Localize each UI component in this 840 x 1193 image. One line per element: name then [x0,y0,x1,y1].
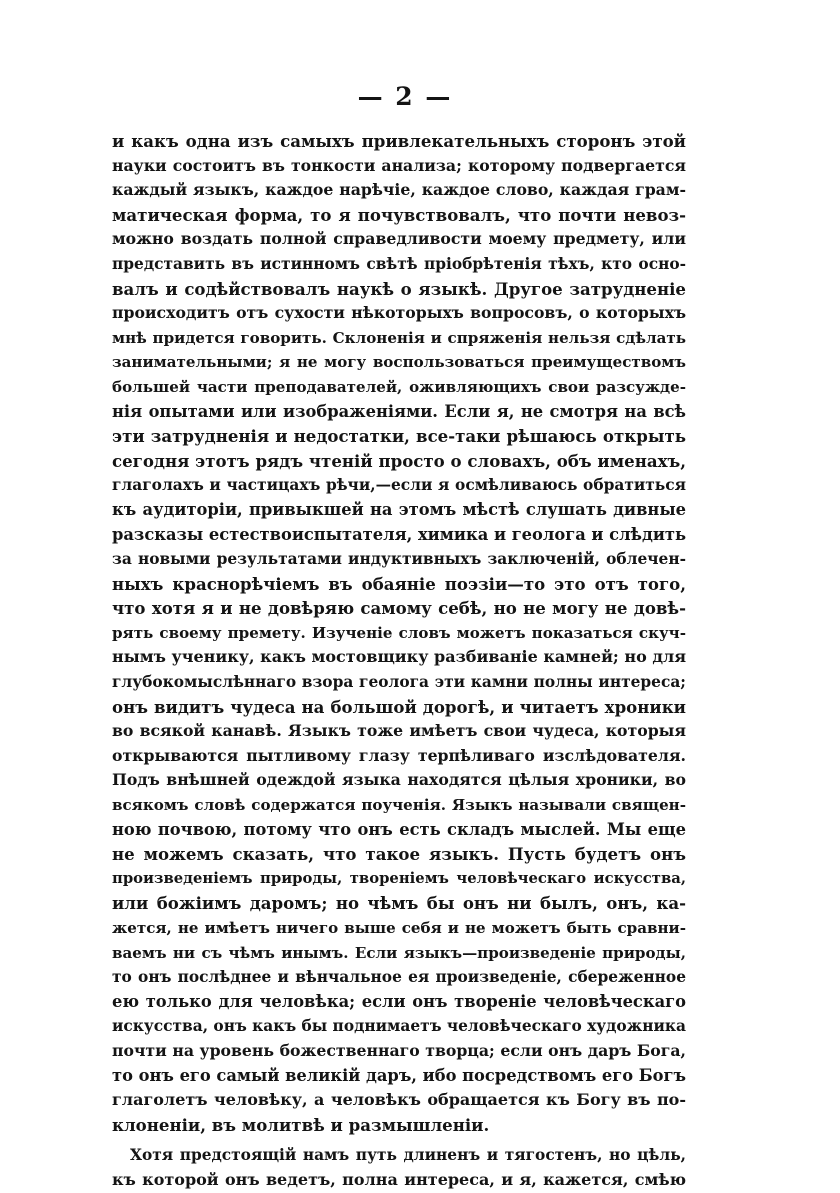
text-line: что хотя я и не довѣряю самому себѣ, но не могу не довѣ- [112,598,686,619]
page-number: — 2 — [357,82,453,111]
text-line: науки состоитъ въ тонкости анализа; которому подвергается [112,155,686,175]
text-line: матическая форма, то я почувствовалъ, что почти невоз- [112,204,686,225]
text-line: не можемъ сказать, что такое языкъ. Пусть будетъ онъ [112,844,686,865]
body-text [112,129,686,1193]
text-line: къ которой онъ ведетъ, полна интереса, и я, кажется, смѣю [112,1169,686,1189]
text-line: мнѣ придется говорить. Склоненія и спряженія нельзя сдѣлать [112,328,686,347]
text-line: произведеніемъ природы, твореніемъ человѣческаго искусства, [112,869,686,887]
text-line: эти затрудненія и недостатки, все-таки рѣшаюсь открыть [112,426,686,447]
text-line: представить въ истинномъ свѣтѣ пріобрѣтенія тѣхъ, кто осно- [112,254,686,273]
text-line: глаголетъ человѣку, а человѣкъ обращается къ Богу въ по- [112,1090,686,1110]
text-line: то онъ послѣднее и вѣнчальное ея произведеніе, сбереженное [112,968,686,987]
text-line: нымъ ученику, какъ мостовщику разбиваніе камней; но для [112,647,686,667]
text-line: большей части преподавателей, оживляющихъ свои разсужде- [112,377,686,396]
text-line: за новыми результатами индуктивныхъ заключеній, облечен- [112,550,686,569]
text-line: сегодня этотъ рядъ чтеній просто о словахъ, объ именахъ, [112,450,686,471]
text-line: искусства, онъ какъ бы поднимаетъ человѣческаго художника [112,1017,686,1036]
text-line: клоненіи, въ молитвѣ и размышленіи. [112,1114,490,1135]
text-line: всякомъ словѣ содержатся поученія. Языкъ называли священ- [112,796,686,815]
text-line: открываются пытливому глазу терпѣливаго изслѣдователя. [112,745,686,765]
text-line: къ аудиторіи, привыкшей на этомъ мѣстѣ слушать дивные [112,499,686,519]
text-line: разсказы естествоиспытателя, химика и геолога и слѣдить [112,524,686,544]
text-line: почти на уровень божественнаго творца; если онъ даръ Бога, [112,1040,686,1060]
paragraph-2 [112,1143,686,1192]
text-line: онъ видитъ чудеса на большой дорогѣ, и читаетъ хроники [112,696,686,717]
text-line: валъ и содѣйствовалъ наукѣ о языкѣ. Другое затрудненіе [112,278,686,299]
paragraph-1 [112,129,686,1137]
text-line: происходитъ отъ сухости нѣкоторыхъ вопросовъ, о которыхъ [112,303,686,323]
text-line: ною почвою, потому что онъ есть складъ мыслей. Мы еще [112,819,686,839]
text-line: можно воздать полной справедливости моему предмету, или [112,229,686,249]
text-line: каждый языкъ, каждое нарѣчіе, каждое слово, каждая грам- [112,180,686,200]
text-line: Хотя предстоящій намъ путь длиненъ и тягостенъ, но цѣль, [130,1146,686,1165]
text-line: нія опытами или изображеніями. Если я, не смотря на всѣ [112,401,686,421]
text-line: и какъ одна изъ самыхъ привлекательныхъ сторонъ этой [112,131,686,151]
text-line: то онъ его самый великій даръ, ибо посредствомъ его Богъ [112,1065,686,1085]
text-line: или божіимъ даромъ; но чѣмъ бы онъ ни былъ, онъ, ка- [112,893,686,914]
text-line: глубокомыслѣннаго взора геолога эти камни полны интереса; [112,673,686,692]
text-line: занимательными; я не могу воспользоваться преимуществомъ [112,353,686,372]
text-line: жется, не имѣетъ ничего выше себя и не можетъ быть сравни- [112,919,686,937]
text-line: ею только для человѣка; если онъ твореніе человѣческаго [112,991,686,1011]
text-line: Подъ внѣшней одеждой языка находятся цѣлыя хроники, во [112,770,686,790]
text-line: во всякой канавѣ. Языкъ тоже имѣетъ свои чудеса, которыя [112,721,686,741]
text-line: глаголахъ и частицахъ рѣчи,—если я осмѣливаюсь обратиться [112,476,686,495]
text-line: рять своему премету. Изученіе словъ можетъ показаться скуч- [112,623,686,642]
text-line: ныхъ краснорѣчіемъ въ обаяніе поэзіи—то это отъ того, [112,573,686,594]
text-line: ваемъ ни съ чѣмъ инымъ. Если языкъ—произведеніе природы, [112,943,686,962]
